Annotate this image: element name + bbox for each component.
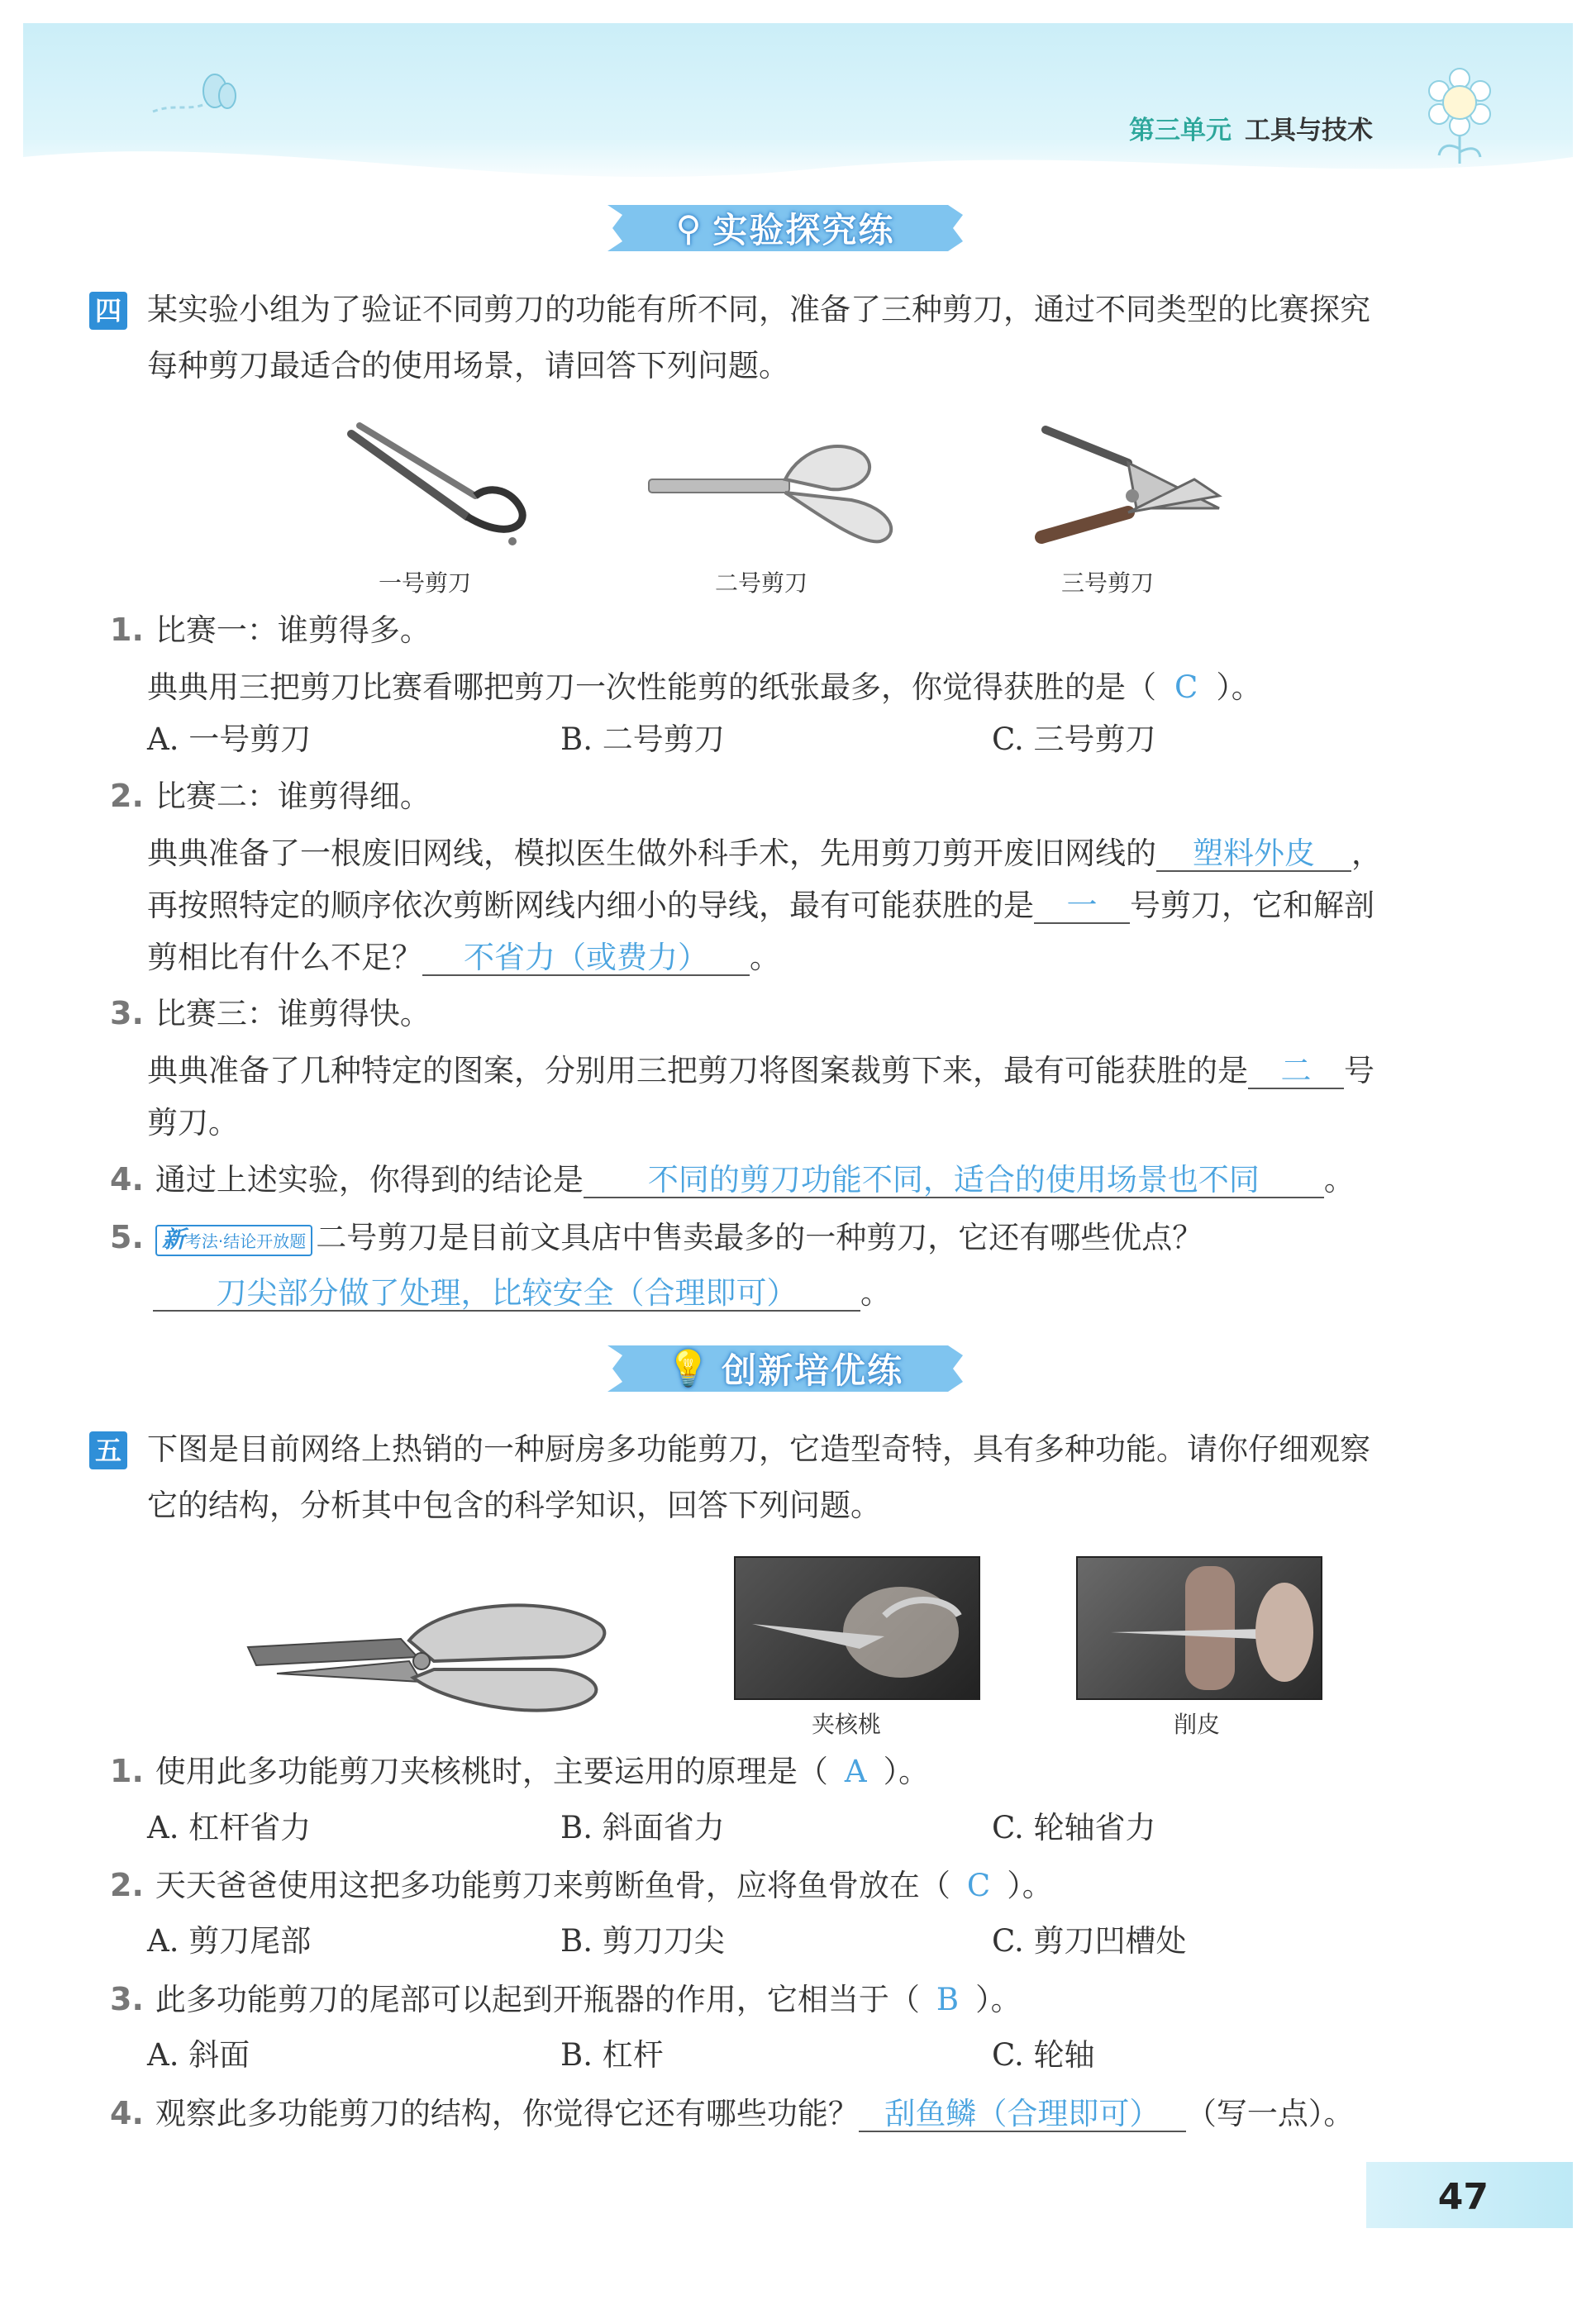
subquestion-text: 比赛一：谁剪得多。: [155, 612, 431, 648]
text: 观察此多功能剪刀的结构，你觉得它还有哪些功能？: [155, 2096, 859, 2131]
question-stem: 某实验小组为了验证不同剪刀的功能有所不同，准备了三种剪刀，通过不同类型的比赛探究: [147, 292, 1370, 327]
subquestion-title: [110, 995, 431, 1031]
section-title: 实验探究练: [712, 210, 895, 250]
option-c: C. 轮轴省力: [992, 1810, 1156, 1845]
text: ，: [1351, 836, 1382, 871]
option-a: A. 杠杆省力: [147, 1810, 312, 1845]
unit-title: [1129, 109, 1373, 146]
question-stem: 下图是目前网络上热销的一种厨房多功能剪刀，它造型奇特，具有多种功能。请你仔细观察: [147, 1431, 1370, 1467]
subquestion-line: [147, 1055, 1374, 1089]
unit-name: 工具与技术: [1245, 116, 1373, 145]
peeling-photo: [1076, 1556, 1322, 1700]
subquestion-line: [110, 1869, 1053, 1901]
text: 。: [860, 1275, 891, 1311]
question-badge: 四: [89, 292, 127, 330]
answer: C: [1174, 669, 1198, 705]
answer-blank: 刀尖部分做了处理，比较安全（合理即可）: [153, 1278, 860, 1312]
kitchen-scissors-image: [244, 1591, 624, 1731]
option-b: B. 剪刀刀尖: [560, 1923, 725, 1959]
image-caption: 二号剪刀: [715, 569, 808, 597]
answer-blank: 一: [1034, 890, 1130, 924]
image-caption: 三号剪刀: [1061, 569, 1155, 597]
answer: C: [966, 1868, 991, 1903]
subquestion-line: [110, 1221, 1203, 1256]
subquestion-line: [110, 1161, 1355, 1198]
text: 通过上述实验，你得到的结论是: [155, 1162, 584, 1198]
subquestion-line: [147, 669, 1262, 705]
text: 典典准备了一根废旧网线，模拟医生做外科手术，先用剪刀剪开废旧网线的: [147, 836, 1156, 871]
subquestion-line: [110, 1983, 1022, 2015]
butterfly-icon: [149, 66, 240, 124]
text: ）。: [975, 1982, 1022, 2017]
answer-blank: 二: [1248, 1055, 1344, 1089]
text: 。: [750, 940, 780, 975]
text: 此多功能剪刀的尾部可以起到开瓶器的作用，它相当于（: [155, 1982, 920, 2017]
text: 号: [1344, 1053, 1374, 1088]
section-banner-experiment: [607, 198, 963, 258]
tag-new: 新: [161, 1225, 185, 1253]
subquestion-number: 1.: [110, 612, 144, 648]
flower-icon: [1422, 66, 1497, 165]
subquestion-title: [110, 780, 431, 812]
subquestion-number: 4.: [110, 1161, 144, 1198]
subquestion-number: 3.: [110, 1981, 144, 2017]
question-badge: 五: [89, 1431, 127, 1469]
image-caption: 削皮: [1174, 1711, 1221, 1738]
subquestion-number: 4.: [110, 2095, 144, 2131]
subquestion-text: 比赛三：谁剪得快。: [155, 996, 431, 1031]
answer-blank: 塑料外皮: [1156, 838, 1351, 872]
text: ）。: [1007, 1868, 1053, 1903]
question-stem: 它的结构，分析其中包含的科学知识，回答下列问题。: [147, 1488, 881, 1523]
question-stem: 每种剪刀最适合的使用场景，请回答下列问题。: [147, 348, 789, 383]
answer-blank: 刮鱼鳞（合理即可）: [859, 2098, 1186, 2132]
subquestion-line: [153, 1275, 891, 1312]
new-format-tag: [155, 1225, 312, 1256]
subquestion-number: 1.: [110, 1753, 144, 1789]
section-title: 创新培优练: [722, 1350, 904, 1391]
text: 。: [1323, 1162, 1355, 1198]
scissors-2-image: [645, 430, 917, 554]
text: 二号剪刀是目前文具店中售卖最多的一种剪刀，它还有哪些优点？: [316, 1220, 1203, 1255]
text: 典典用三把剪刀比赛看哪把剪刀一次性能剪的纸张最多，你觉得获胜的是（: [147, 669, 1156, 705]
subquestion-line: [147, 838, 1382, 872]
option-b: B. 杠杆: [560, 2037, 664, 2073]
text: 再按照特定的顺序依次剪断网线内细小的导线，最有可能获胜的是: [147, 888, 1034, 923]
subquestion-number: 2.: [110, 778, 144, 814]
subquestion-title: [110, 612, 431, 648]
answer: A: [844, 1754, 867, 1789]
text: 典典准备了几种特定的图案，分别用三把剪刀将图案裁剪下来，最有可能获胜的是: [147, 1053, 1248, 1088]
answer-blank: 不省力（或费力）: [422, 942, 750, 976]
subquestion-number: 2.: [110, 1867, 144, 1903]
magnifier-icon: ⚲: [675, 207, 703, 249]
answer-blank: 不同的剪刀功能不同，适合的使用场景也不同: [584, 1164, 1324, 1198]
option-b: B. 斜面省力: [560, 1810, 725, 1845]
text: 天天爸爸使用这把多功能剪刀来剪断鱼骨，应将鱼骨放在（: [155, 1868, 950, 1903]
page-number: 47: [1437, 2176, 1489, 2218]
subquestion-line: [147, 942, 780, 976]
scissors-1-image: [343, 417, 537, 566]
text: 号剪刀，它和解剖: [1130, 888, 1374, 923]
option-c: C. 三号剪刀: [992, 721, 1156, 757]
text: ）。: [883, 1754, 930, 1789]
scissors-3-image: [1029, 413, 1236, 554]
subquestion-line: [110, 2095, 1355, 2132]
option-b: B. 二号剪刀: [560, 721, 725, 757]
lightbulb-icon: 💡: [666, 1348, 712, 1388]
option-a: A. 一号剪刀: [147, 721, 312, 757]
subquestion-number: 5.: [110, 1219, 144, 1255]
option-c: C. 轮轴: [992, 2037, 1095, 2073]
unit-label: 第三单元: [1129, 116, 1232, 145]
subquestion-line: [147, 890, 1374, 924]
subquestion-line: [110, 1755, 929, 1787]
option-a: A. 剪刀尾部: [147, 1923, 312, 1959]
image-caption: 夹核桃: [812, 1711, 882, 1738]
subquestion-text: 比赛二：谁剪得细。: [155, 779, 431, 814]
walnut-cracking-photo: [734, 1556, 980, 1700]
answer: B: [936, 1982, 960, 2017]
option-c: C. 剪刀凹槽处: [992, 1923, 1187, 1959]
text: ）。: [1216, 669, 1262, 705]
subquestion-line: 剪刀。: [147, 1105, 239, 1140]
text: 使用此多功能剪刀夹核桃时，主要运用的原理是（: [155, 1754, 828, 1789]
tag-text: 考法·结论开放题: [184, 1231, 307, 1251]
subquestion-number: 3.: [110, 995, 144, 1031]
option-a: A. 斜面: [147, 2037, 250, 2073]
text: 剪相比有什么不足？: [147, 940, 422, 975]
section-banner-innovation: [607, 1339, 963, 1398]
text: （写一点）。: [1185, 2096, 1355, 2131]
image-caption: 一号剪刀: [379, 569, 472, 597]
